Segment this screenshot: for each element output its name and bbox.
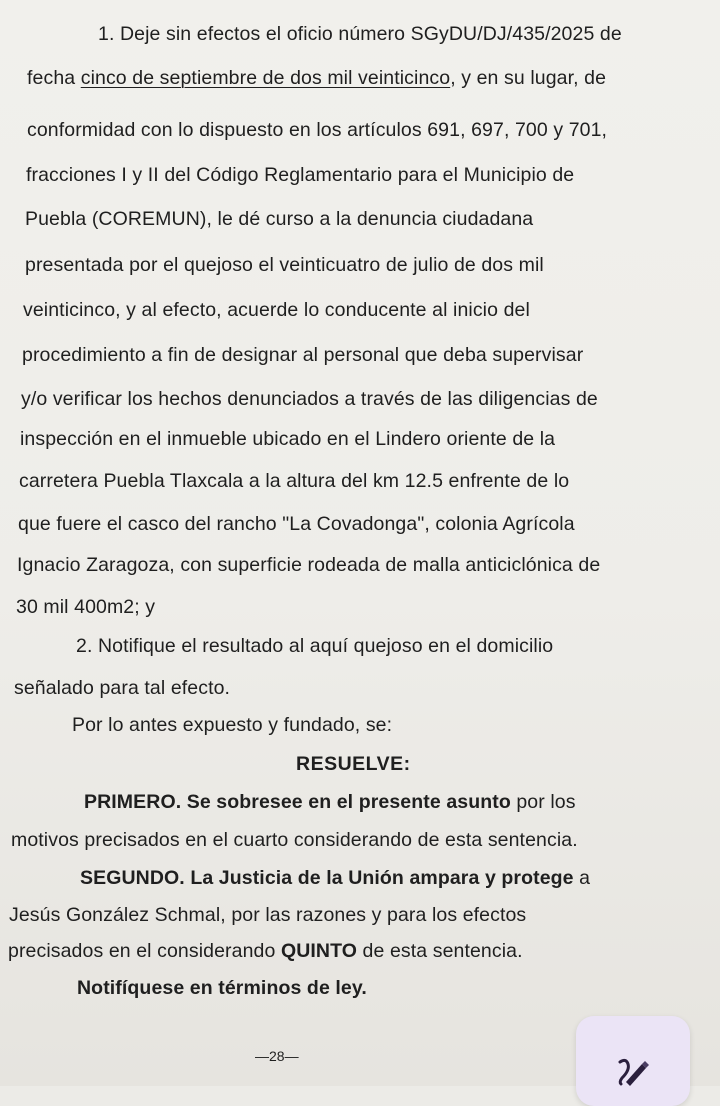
- paragraph-1-line: veinticinco, y al efecto, acuerde lo conducente al inicio del: [23, 299, 530, 321]
- text-segment: fecha: [27, 67, 81, 89]
- paragraph-1-line: carretera Puebla Tlaxcala a la altura del km 12.5 enfrente de lo: [19, 470, 570, 492]
- paragraph-1-line: Ignacio Zaragoza, con superficie rodeada de malla anticiclónica de: [17, 554, 601, 576]
- paragraph-1-line: 30 mil 400m2; y: [16, 596, 156, 618]
- paragraph-2-line: señalado para tal efecto.: [14, 677, 231, 699]
- paragraph-1-line: presentada por el quejoso el veinticuatro de julio de dos mil: [25, 254, 544, 276]
- pen-edit-icon: [612, 1052, 652, 1092]
- text-segment: precisados en el considerando: [8, 940, 281, 962]
- paragraph-1-line: fracciones I y II del Código Reglamentario para el Municipio de: [26, 164, 575, 186]
- notifiquese-line: Notifíquese en términos de ley.: [77, 977, 367, 999]
- text-segment: por los: [510, 791, 576, 813]
- segundo-line: [80, 866, 590, 890]
- page-number: —28—: [255, 1048, 299, 1064]
- paragraph-1-line: conformidad con lo dispuesto en los artículos 691, 697, 700 y 701,: [27, 119, 608, 141]
- segundo-bold: SEGUNDO. La Justicia de la Unión ampara y protege: [80, 867, 574, 889]
- text-segment: de esta sentencia.: [357, 940, 523, 962]
- paragraph-2-line: 2. Notifique el resultado al aquí quejoso en el domicilio: [76, 635, 554, 657]
- resolution-intro: Por lo antes expuesto y fundado, se:: [72, 714, 393, 736]
- primero-bold: PRIMERO. Se sobresee en el presente asunto: [84, 791, 511, 813]
- text-segment: , y en su lugar, de: [450, 67, 607, 89]
- underlined-date: cinco de septiembre de dos mil veinticinco: [80, 67, 451, 89]
- primero-line: [84, 790, 576, 814]
- paragraph-1-line: y/o verificar los hechos denunciados a través de las diligencias de: [21, 388, 598, 410]
- primero-line: motivos precisados en el cuarto considerando de esta sentencia.: [11, 829, 578, 851]
- paragraph-1-line: que fuere el casco del rancho "La Covadonga", colonia Agrícola: [18, 513, 575, 535]
- paragraph-1-line: inspección en el inmueble ubicado en el Lindero oriente de la: [20, 428, 556, 450]
- text-segment: a: [573, 867, 591, 889]
- segundo-line: [8, 939, 523, 963]
- quinto-bold: QUINTO: [280, 940, 358, 962]
- paragraph-1-line: [27, 66, 606, 90]
- resuelve-heading: RESUELVE:: [296, 753, 411, 775]
- paragraph-1-line: Puebla (COREMUN), le dé curso a la denuncia ciudadana: [25, 208, 534, 230]
- markup-pen-button[interactable]: [576, 1016, 690, 1106]
- paragraph-1-line: procedimiento a fin de designar al personal que deba supervisar: [22, 344, 584, 366]
- segundo-line: Jesús González Schmal, por las razones y para los efectos: [9, 904, 527, 926]
- paragraph-1-line: 1. Deje sin efectos el oficio número SGyDU/DJ/435/2025 de: [98, 23, 622, 45]
